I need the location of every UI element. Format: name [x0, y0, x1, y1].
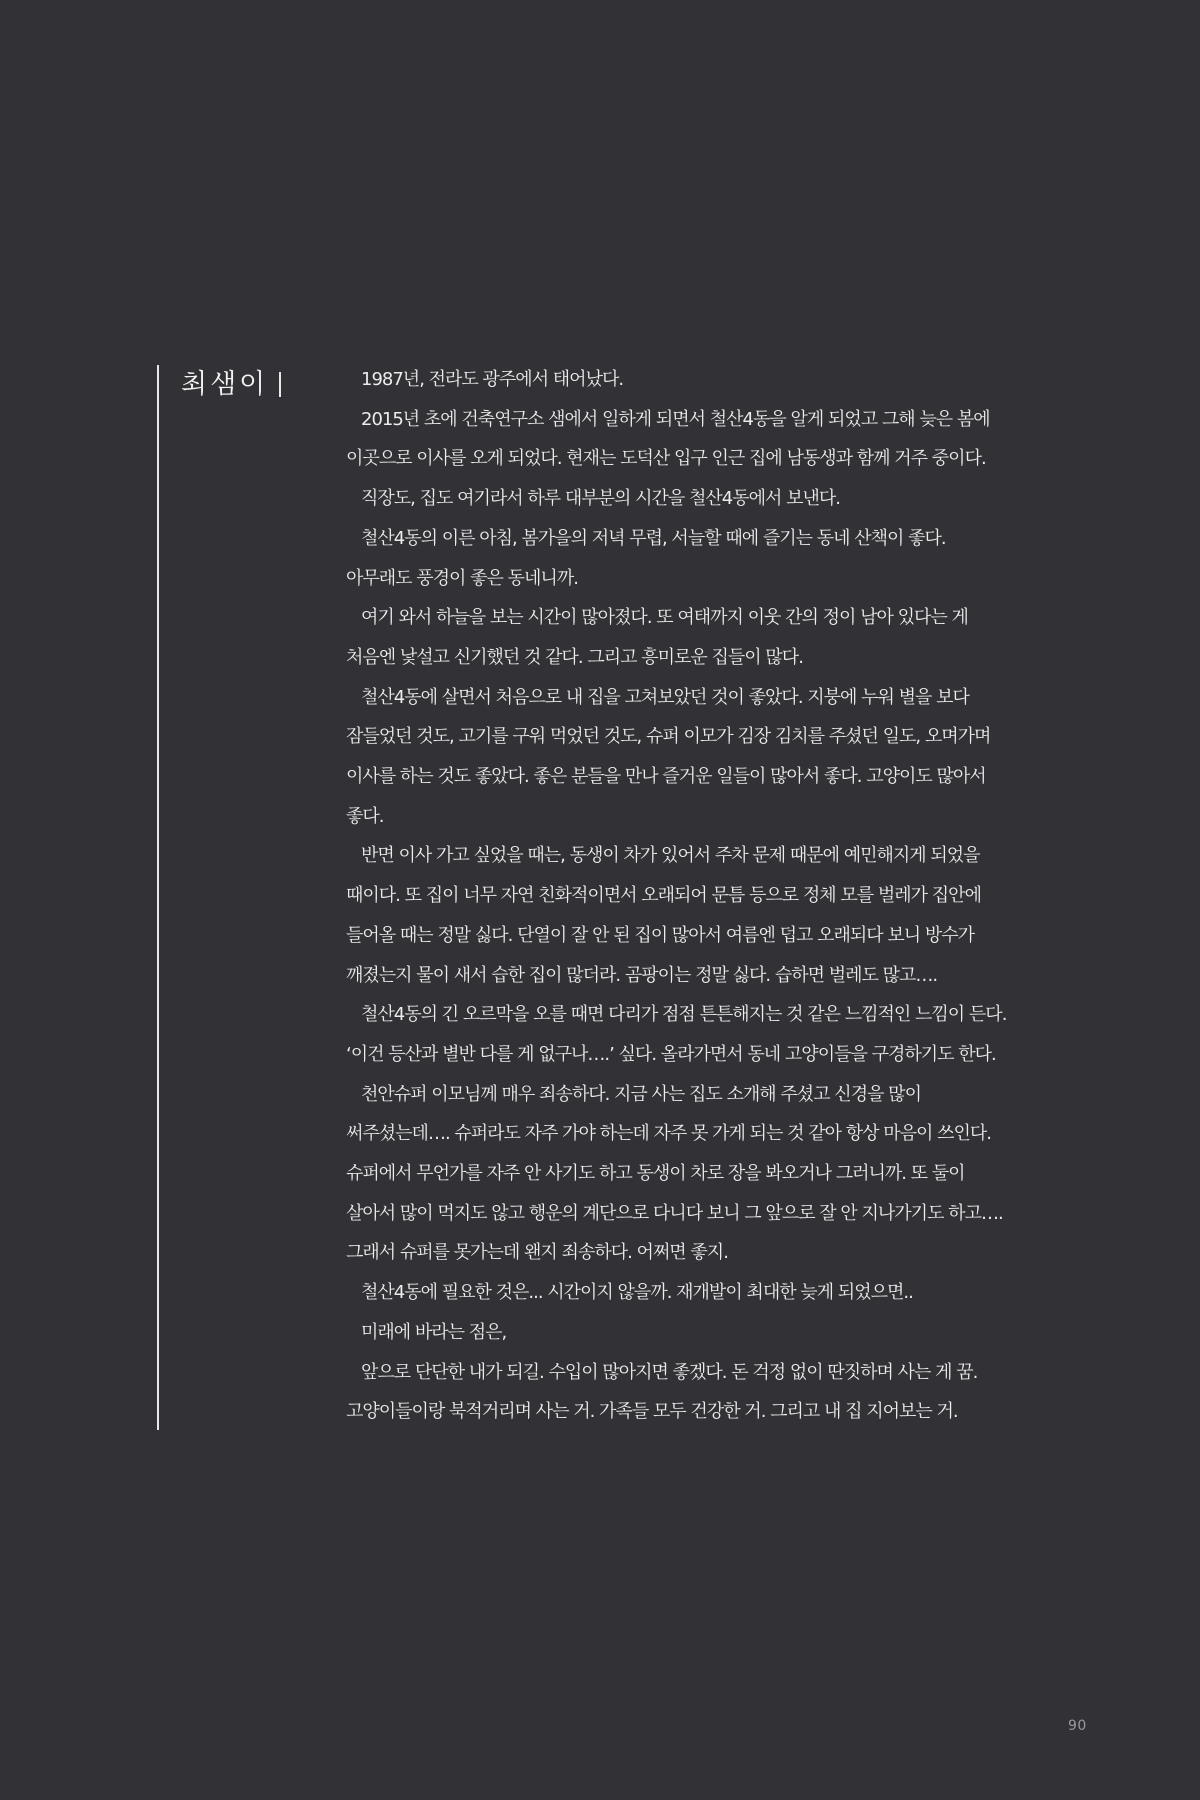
body-line: 처음엔 낯설고 신기했던 것 같다. 그리고 흥미로운 집들이 많다. — [346, 646, 803, 668]
body-line: 이사를 하는 것도 좋았다. 좋은 분들을 만나 즐거운 일들이 많아서 좋다. 고양이도 많아서 — [346, 766, 986, 788]
body-line: 때이다. 또 집이 너무 자연 친화적이면서 오래되어 문틈 등으로 정체 모를 벌레가 집안에 — [346, 885, 981, 907]
body-line: 여기 와서 하늘을 보는 시간이 많아졌다. 또 여태까지 이웃 간의 정이 남아 있다는 게 — [361, 607, 968, 629]
body-line: 이곳으로 이사를 오게 되었다. 현재는 도덕산 입구 인근 집에 남동생과 함께 거주 중이다. — [346, 448, 986, 470]
body-line: 들어올 때는 정말 싫다. 단열이 잘 안 된 집이 많아서 여름엔 덥고 오래되다 보니 방수가 — [346, 924, 975, 946]
body-line: 슈퍼에서 무언가를 자주 안 사기도 하고 동생이 차로 장을 봐오거나 그러니까. 또 둘이 — [346, 1163, 965, 1185]
body-line: ‘이건 등산과 별반 다를 게 없구나….’ 싶다. 올라가면서 동네 고양이들을 구경하기도 한다. — [346, 1043, 996, 1065]
body-line: 고양이들이랑 북적거리며 사는 거. 가족들 모두 건강한 거. 그리고 내 집 지어보는 거. — [346, 1401, 958, 1423]
body-line: 깨졌는지 물이 새서 습한 집이 많더라. 곰팡이는 정말 싫다. 습하면 벌레도 많고…. — [346, 964, 938, 986]
body-line: 천안슈퍼 이모님께 매우 죄송하다. 지금 사는 집도 소개해 주셨고 신경을 많이 — [361, 1083, 921, 1105]
body-line: 그래서 슈퍼를 못가는데 왠지 죄송하다. 어쩌면 좋지. — [346, 1242, 728, 1264]
body-line: 1987년, 전라도 광주에서 태어났다. — [361, 369, 624, 390]
body-line: 잠들었던 것도, 고기를 구워 먹었던 것도, 슈퍼 이모가 김장 김치를 주셨던 일도, 오며가며 — [346, 726, 991, 748]
body-text — [346, 360, 1007, 1432]
body-line: 아무래도 풍경이 좋은 동네니까. — [346, 567, 578, 589]
body-line: 좋다. — [346, 805, 384, 827]
body-line: 앞으로 단단한 내가 되길. 수입이 많아지면 좋겠다. 돈 걱정 없이 딴짓하며 사는 게 꿈. — [361, 1361, 978, 1383]
page-number: 90 — [1068, 1718, 1087, 1734]
body-line: 직장도, 집도 여기라서 하루 대부분의 시간을 철산4동에서 보낸다. — [361, 488, 841, 510]
author-name: 최샘이 — [181, 369, 269, 400]
left-vertical-rule — [157, 365, 159, 1430]
body-line: 철산4동에 살면서 처음으로 내 집을 고쳐보았던 것이 좋았다. 지붕에 누워 별을 보다 — [361, 686, 969, 708]
body-line: 써주셨는데…. 슈퍼라도 자주 가야 하는데 자주 못 가게 되는 것 같아 항상 마음이 쓰인다. — [346, 1123, 992, 1145]
body-line: 반면 이사 가고 싶었을 때는, 동생이 차가 있어서 주차 문제 때문에 예민해지게 되었을 — [361, 845, 980, 867]
name-separator-bar — [279, 372, 281, 397]
body-line: 미래에 바라는 점은, — [361, 1321, 507, 1343]
body-line: 살아서 많이 먹지도 않고 행운의 계단으로 다니다 보니 그 앞으로 잘 안 지나가기도 하고…. — [346, 1202, 1003, 1224]
body-line: 2015년 초에 건축연구소 샘에서 일하게 되면서 철산4동을 알게 되었고 그해 늦은 봄에 — [361, 408, 990, 430]
body-line: 철산4동의 긴 오르막을 오를 때면 다리가 점점 튼튼해지는 것 같은 느낌적인 느낌이 든다. — [361, 1004, 1007, 1026]
body-line: 철산4동의 이른 아침, 봄가을의 저녁 무렵, 서늘할 때에 즐기는 동네 산책이 좋다. — [361, 527, 946, 549]
body-line: 철산4동에 필요한 것은... 시간이지 않을까. 재개발이 최대한 늦게 되었으면.. — [361, 1282, 913, 1304]
